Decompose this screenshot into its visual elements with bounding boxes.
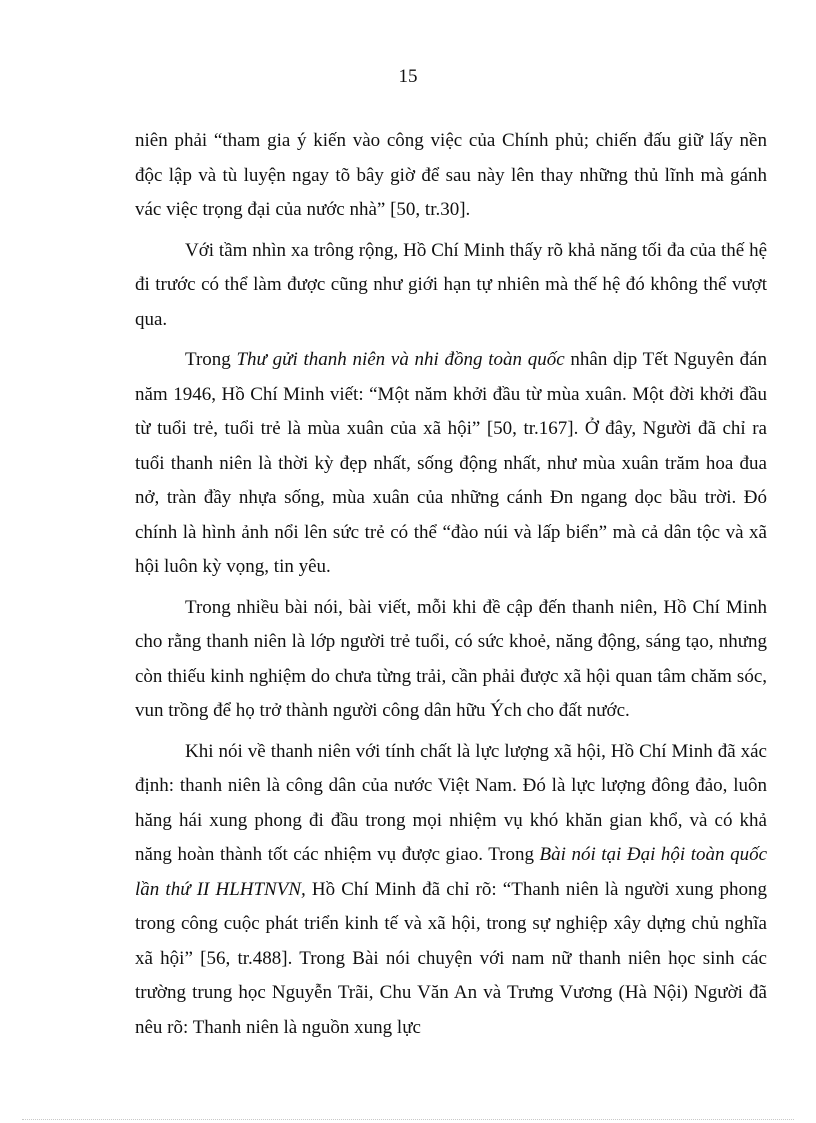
- page-bottom-divider: [22, 1119, 794, 1120]
- paragraph-text: Với tầm nhìn xa trông rộng, Hồ Chí Minh thấy rõ khả năng tối đa của thế hệ đi trước có thể làm được cũng như giới hạn tự nhiên mà thế hệ đó không thể vượt qua.: [135, 239, 767, 330]
- paragraph-text: Trong nhiều bài nói, bài viết, mỗi khi đề cập đến thanh niên, Hồ Chí Minh cho rằng thanh niên là lớp người trẻ tuổi, có sức khoẻ, năng động, sáng tạo, nhưng còn thiếu kinh nghiệm do chưa từng trải, cần phải được xã hội quan tâm chăm sóc, vun trồng để họ trở thành người công dân hữu Ých cho đất nước.: [135, 596, 767, 721]
- paragraph-text: nhân dịp Tết Nguyên đán năm 1946, Hồ Chí Minh viết: “Một năm khởi đầu từ mùa xuân. Một đời khởi đầu từ tuổi trẻ, tuổi trẻ là mùa xuân của xã hội” [50, tr.167]. Ở đây, Người đã chỉ ra tuổi thanh niên là thời kỳ đẹp nhất, sống động nhất, như mùa xuân trăm hoa đua nở, tràn đầy nhựa sống, mùa xuân của những cánh Đn ngang dọc bầu trời. Đó chính là hình ảnh nổi lên sức trẻ có thể “đào núi và lấp biển” mà cả dân tộc và xã hội luôn kỳ vọng, tin yêu.: [135, 349, 768, 577]
- paragraph-text: Hồ Chí Minh đã chỉ rõ: “Thanh niên là người xung phong trong công cuộc phát triển kinh tế và xã hội, trong sự nghiệp xây dựng chủ nghĩa xã hội” [56, tr.488]. Trong Bài nói chuyện với nam nữ thanh niên học sinh các trường trung học Nguyễn Trãi, Chu Văn An và Trưng Vương (Hà Nội) Người đã nêu rõ: Thanh niên là nguồn xung lực: [135, 878, 767, 1038]
- page-number: 15: [398, 66, 418, 87]
- body-text: [135, 124, 767, 1051]
- italic-title: Thư gửi thanh niên và nhi đồng toàn quốc: [236, 349, 565, 370]
- paragraph: [135, 124, 767, 228]
- paragraph: [135, 735, 767, 1046]
- paragraph-text: niên phải “tham gia ý kiến vào công việc của Chính phủ; chiến đấu giữ lấy nền độc lập và tù luyện ngay tõ bây giờ để sau này lên thay những thủ lĩnh mà gánh vác việc trọng đại của nước nhà” [50, tr.30].: [135, 130, 767, 220]
- paragraph: [135, 591, 767, 729]
- paragraph-text: Khi nói về thanh niên với tính chất là lực lượng xã hội, Hồ Chí Minh đã xác định: thanh niên là công dân của nước Việt Nam. Đó là lực lượng đông đảo, luôn hăng hái xung phong đi đầu trong mọi nhiệm vụ khó khăn gian khổ, và có khả năng hoàn thành tốt các nhiệm vụ được giao. Trong: [135, 740, 767, 865]
- italic-title: Bài nói tại Đại hội toàn quốc lần thứ II HLHTNVN,: [135, 844, 768, 900]
- paragraph: [135, 234, 767, 338]
- paragraph: [135, 343, 767, 585]
- paragraph-text: Trong: [185, 349, 237, 370]
